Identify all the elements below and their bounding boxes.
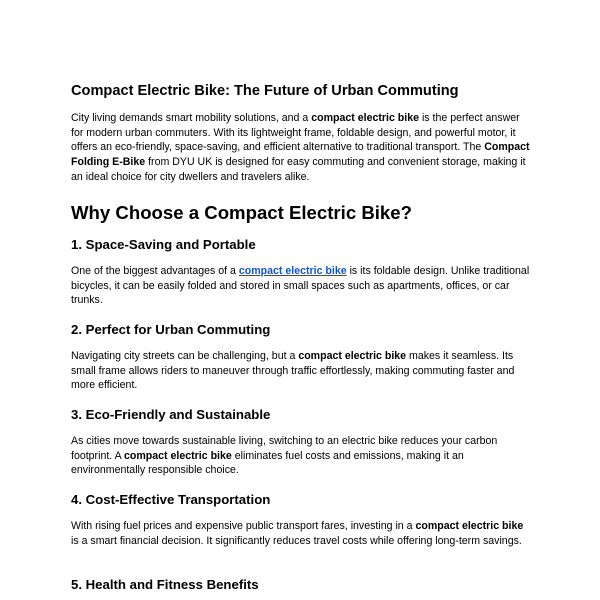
paragraph-text: Navigating city streets can be challenging, but a: [71, 350, 299, 362]
paragraph-text: With rising fuel prices and expensive public transport fares, investing in a: [71, 520, 416, 532]
document-title: Compact Electric Bike: The Future of Urban Commuting: [71, 83, 459, 99]
subheading-urban-commuting: 2. Perfect for Urban Commuting: [71, 322, 271, 337]
paragraph-text: is a smart financial decision. It significantly reduces travel costs while offering long-term savings.: [71, 534, 522, 547]
paragraph-text: eliminates fuel costs and emissions, making it an environmentally responsible choice.: [71, 449, 464, 477]
paragraph-space-saving: [71, 264, 533, 308]
paragraph-bold: compact electric bike: [298, 350, 407, 362]
subheading-space-saving: 1. Space-Saving and Portable: [71, 237, 256, 252]
intro-text-2: is the perfect answer for modern urban commuters. With its lightweight frame, foldable design, and powerful motor, it offers an eco-friendly, space-saving, and efficient alternative to traditional transport. The: [71, 112, 520, 154]
subheading-health-fitness: 5. Health and Fitness Benefits: [71, 577, 259, 592]
intro-paragraph: [71, 111, 533, 185]
section-heading-why: Why Choose a Compact Electric Bike?: [71, 202, 412, 223]
compact-electric-bike-link[interactable]: compact electric bike: [238, 265, 347, 277]
subheading-cost-effective: 4. Cost-Effective Transportation: [71, 492, 271, 507]
paragraph-text: is its foldable design. Unlike traditional bicycles, it can be easily folded and stored in small spaces such as apartments, offices, or car trunks.: [71, 265, 530, 307]
paragraph-bold: compact electric bike: [124, 449, 232, 462]
paragraph-urban-commuting: [71, 349, 533, 393]
intro-text-1: City living demands smart mobility solutions, and a: [71, 112, 312, 124]
subheading-eco-friendly: 3. Eco-Friendly and Sustainable: [71, 407, 271, 422]
intro-bold-2: Compact Folding E-Bike: [71, 141, 530, 169]
intro-bold-1: compact electric bike: [311, 112, 419, 124]
intro-text-3: from DYU UK is designed for easy commuting and convenient storage, making it an ideal choice for city dwellers and travelers alike.: [71, 156, 526, 183]
paragraph-text: makes it seamless. Its small frame allows riders to maneuver through traffic effortlessly, making commuting faster and more efficient.: [71, 350, 515, 392]
paragraph-text: As cities move towards sustainable living, switching to an electric bike reduces your carbon footprint. A: [71, 435, 498, 462]
paragraph-bold: compact electric bike: [415, 520, 524, 532]
paragraph-text: One of the biggest advantages of a: [71, 265, 239, 277]
paragraph-cost-effective: [71, 519, 533, 548]
paragraph-eco-friendly: [71, 434, 533, 478]
